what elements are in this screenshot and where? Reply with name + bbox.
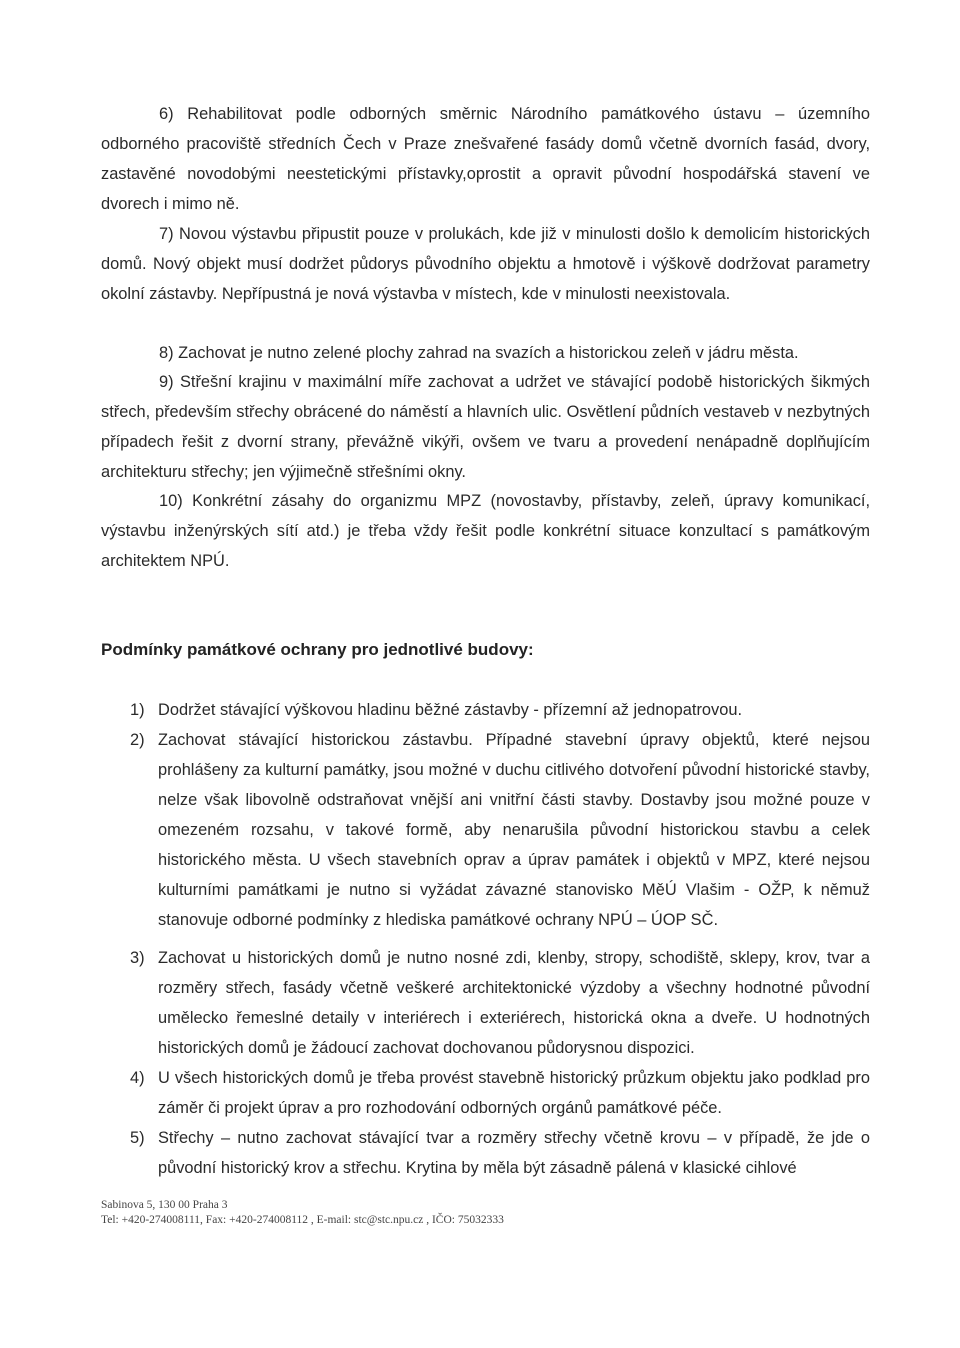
list-item [101,943,870,1063]
list-number: 4) [130,1069,145,1087]
list-item [101,695,870,725]
list-item [101,1063,870,1123]
footer-contact-line: Tel: +420-274008111, Fax: +420-274008112 , E-mail: stc@stc.npu.cz , IČO: 75032333 [101,1214,504,1226]
list-number: 2) [130,731,145,749]
paragraph-8: 8) Zachovat je nutno zelené plochy zahrad na svazích a historickou zeleň v jádru města. [159,344,799,362]
list-number: 1) [130,701,145,719]
list-text: Dodržet stávající výškovou hladinu běžné zástavby - přízemní až jednopatrovou. [158,701,742,719]
footer-address [101,1198,504,1228]
paragraph-10: 10) Konkrétní zásahy do organizmu MPZ (novostavby, přístavby, zeleň, úpravy komunikací, výstavbu inženýrských sítí atd.) je třeba vždy řešit podle konkrétní situace konzultací s památkovým architektem NPÚ. [101,492,870,570]
list-number: 5) [130,1129,145,1147]
footer-address-line: Sabinova 5, 130 00 Praha 3 [101,1199,228,1211]
list-item [101,1123,870,1183]
section-heading: Podmínky památkové ochrany pro jednotlivé budovy: [101,640,534,659]
list-text: Zachovat stávající historickou zástavbu. Případné stavební úpravy objektů, které nejsou prohlášeny za kulturní památky, jsou možné v duchu citlivého dotvoření původní historické stavby, nelze však libovolně odstraňovat vnější ani vnitřní části stavby. Dostavby jsou možné pouze v omezeném rozsahu, v takové formě, aby nenarušila původní historickou stavbu a celek historického města. U všech stavebních oprav a úprav památek i objektů v MPZ, které nejsou kulturními památkami je nutno si vyžádat závazné stanovisko MěÚ Vlašim - OŽP, k němuž stanovuje odborné podmínky z hlediska památkové ochrany NPÚ – ÚOP SČ. [158,731,870,929]
paragraph-7: 7) Novou výstavbu připustit pouze v prolukách, kde již v minulosti došlo k demolicím historických domů. Nový objekt musí dodržet půdorys původního objektu a hmotově i výškově dodržovat parametry okolní zástavby. Nepřípustná je nová výstavba v místech, kde v minulosti neexistovala. [101,225,870,303]
list-text: Zachovat u historických domů je nutno nosné zdi, klenby, stropy, schodiště, sklepy, krov, tvar a rozměry střech, fasády včetně veškeré architektonické výzdoby a všechny hodnotné původní umělecko řemeslné detaily v interiérech i exteriérech, historická okna a dveře. U hodnotných historických domů je žádoucí zachovat dochovanou půdorysnou dispozici. [158,949,870,1057]
list-text: Střechy – nutno zachovat stávající tvar a rozměry střechy včetně krovu – v případě, že jde o původní historický krov a střechu. Krytina by měla být zásadně pálená v klasické cihlové [158,1129,870,1177]
list-item [101,725,870,935]
list-text: U všech historických domů je třeba provést stavebně historický průzkum objektu jako podklad pro záměr či projekt úprav a pro rozhodování odborných orgánů památkové péče. [158,1069,870,1117]
conditions-list [101,695,870,1183]
paragraph-9: 9) Střešní krajinu v maximální míře zachovat a udržet ve stávající podobě historických šikmých střech, především střechy obrácené do náměstí a hlavních ulic. Osvětlení půdních vestaveb v nezbytných případech řešit z dvorní strany, převážně vikýři, ovšem ve tvaru a provedení nenápadně doplňujícím architekturu střechy; jen výjimečně střešními okny. [101,373,870,481]
list-number: 3) [130,949,145,967]
paragraph-6: 6) Rehabilitovat podle odborných směrnic Národního památkového ústavu – územního odborného pracoviště středních Čech v Praze znešvařené fasády domů včetně dvorních fasád, dvory, zastavěné novodobými neestetickými přístavky,oprostit a opravit původní hospodářská stavení ve dvorech i mimo ně. [101,105,870,213]
